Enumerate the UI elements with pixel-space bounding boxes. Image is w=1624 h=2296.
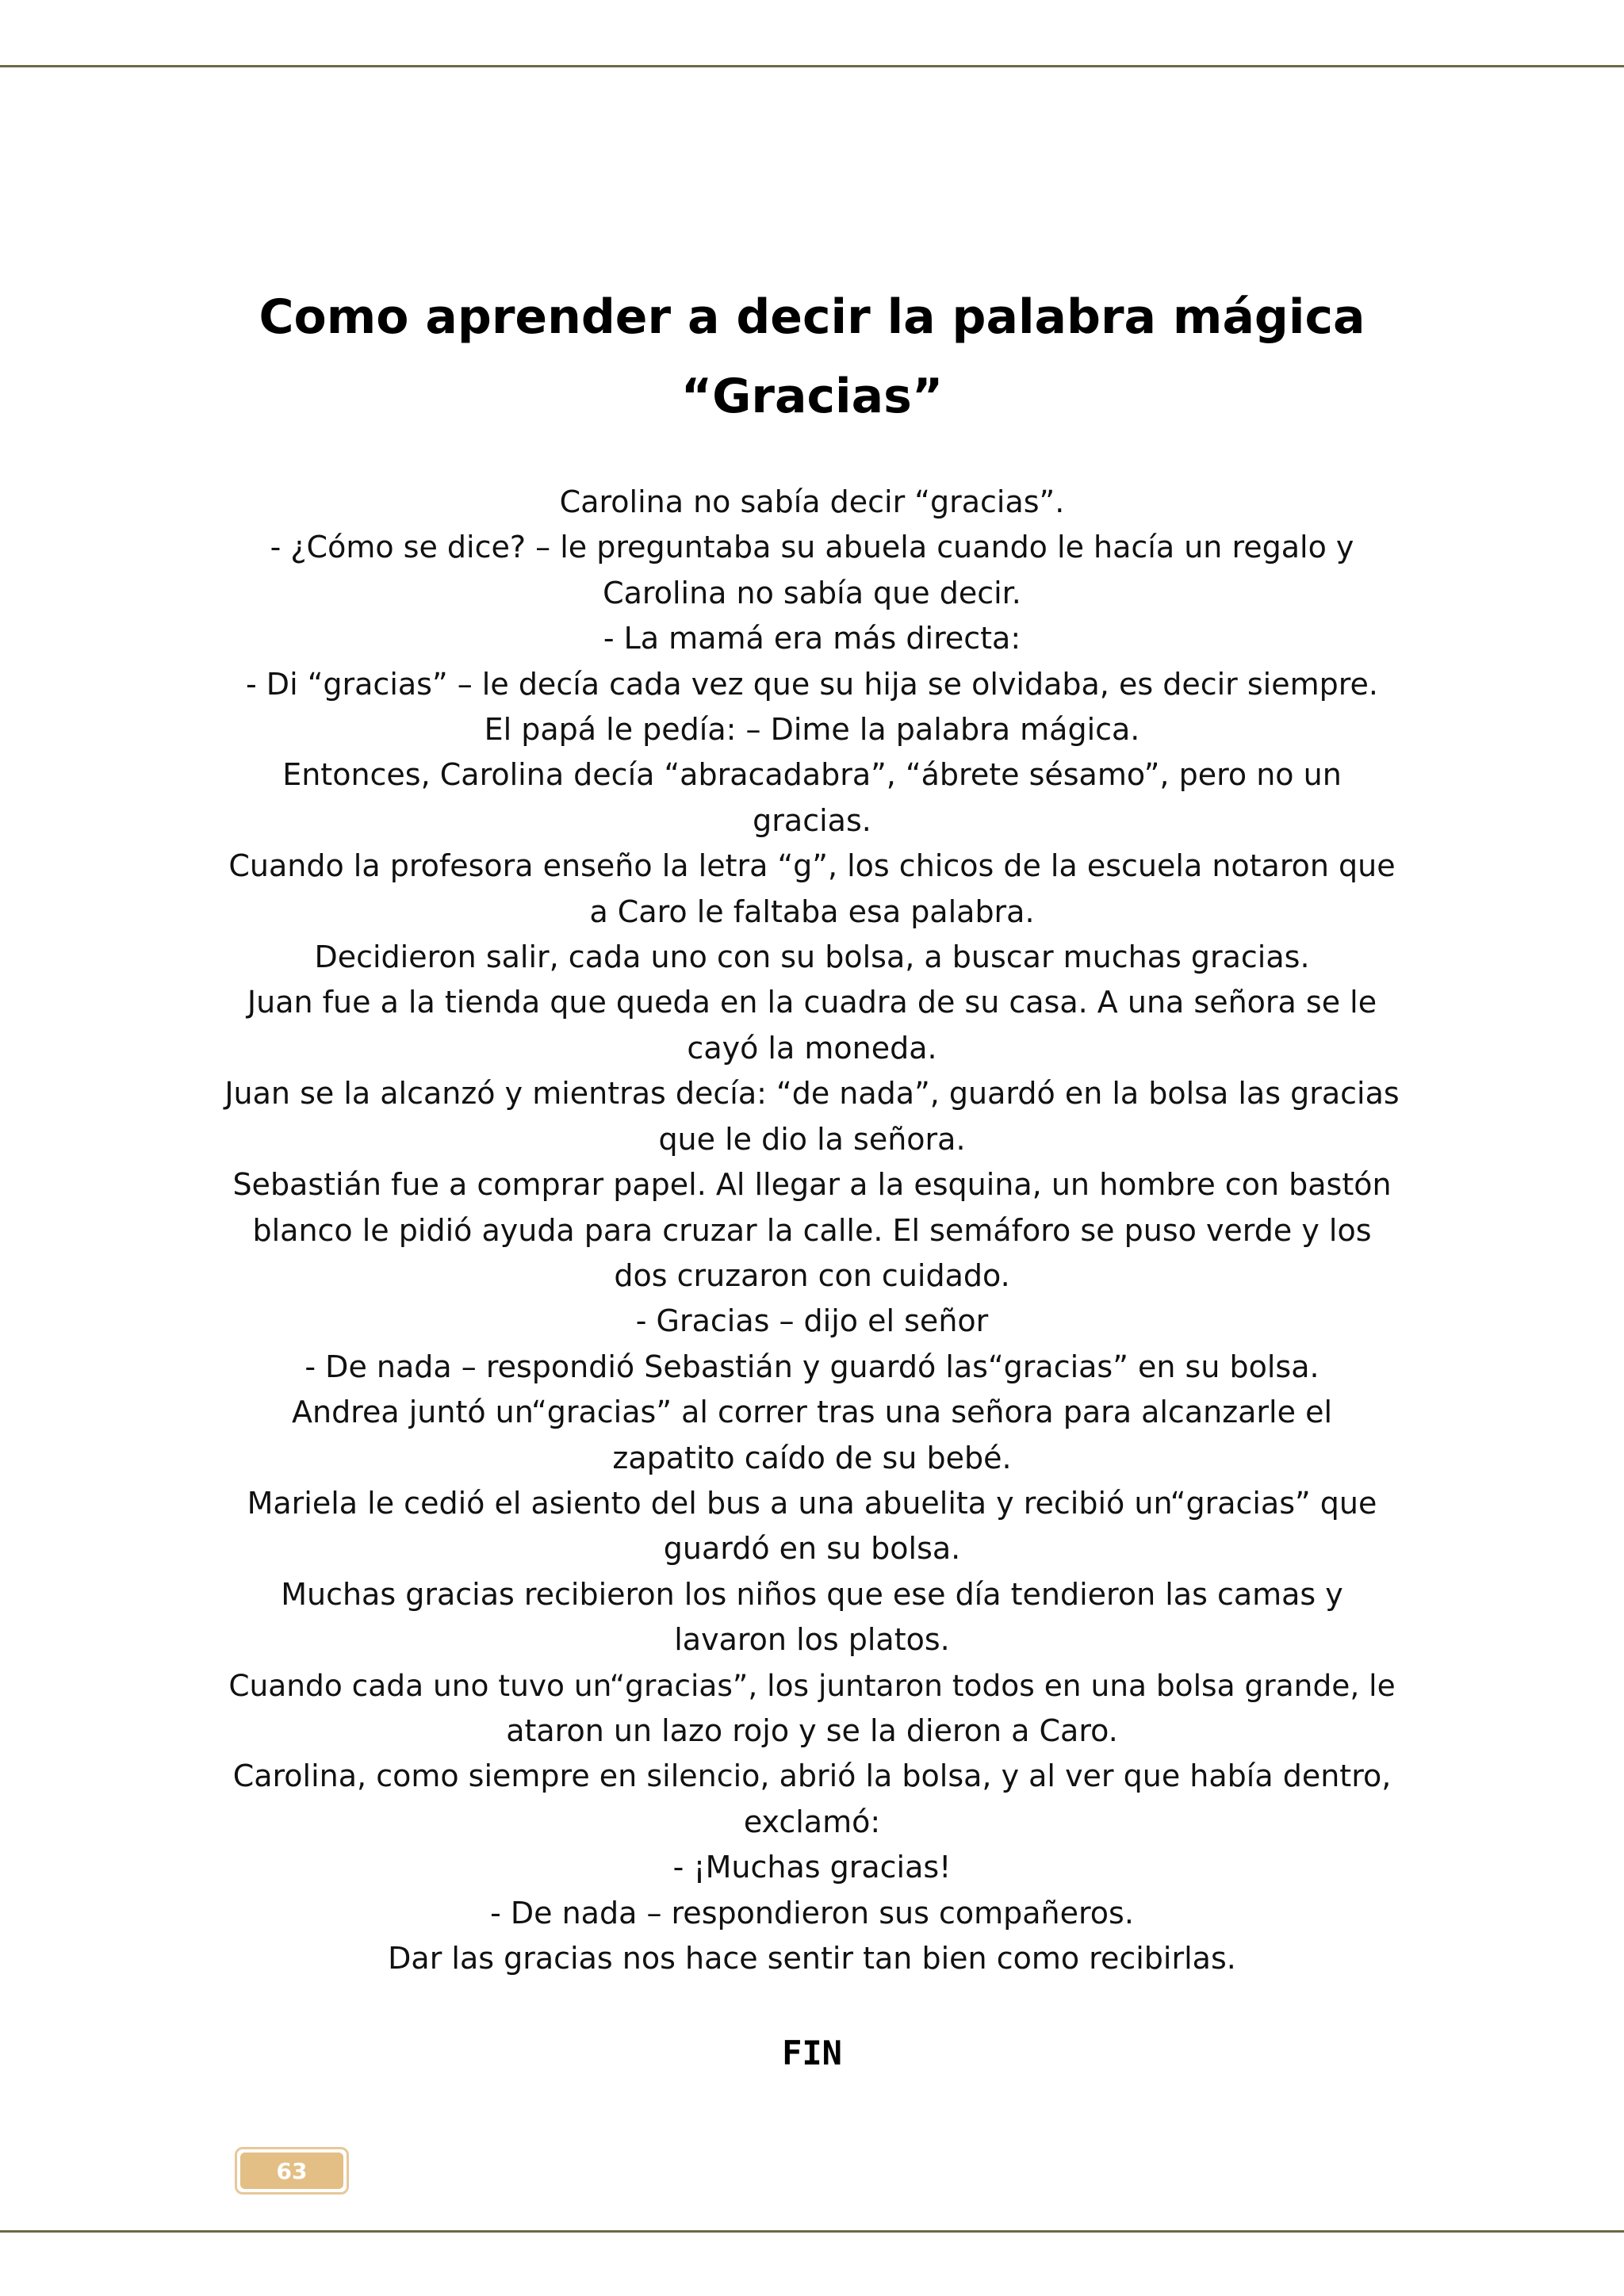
story-line: que le dio la señora. [658, 1121, 966, 1157]
page-number-badge [235, 2147, 349, 2195]
story-ending: FIN [782, 2034, 842, 2072]
story-line: Juan se la alcanzó y mientras decía: “de nada”, guardó en la bolsa las gracias [224, 1076, 1400, 1112]
story-line: - ¡Muchas gracias! [672, 1850, 952, 1885]
story-line: Cuando la profesora enseño la letra “g”, los chicos de la escuela notaron que [228, 848, 1396, 884]
story-line: blanco le pidió ayuda para cruzar la calle. El semáforo se puso verde y los [252, 1212, 1372, 1248]
story-line: Entonces, Carolina decía “abracadabra”, “ábrete sésamo”, pero no un [282, 757, 1342, 793]
story-line: Juan fue a la tienda que queda en la cuadra de su casa. A una señora se le [247, 985, 1377, 1020]
page-number: 63 [240, 2152, 343, 2189]
story-line: - Di “gracias” – le decía cada vez que su hija se olvidaba, es decir siempre. [246, 666, 1378, 702]
story-line: lavaron los platos. [674, 1622, 950, 1658]
story-line: El papá le pedía: – Dime la palabra mágica. [484, 712, 1140, 748]
story-line: exclamó: [743, 1804, 881, 1839]
story-line: Muchas gracias recibieron los niños que ese día tendieron las camas y [281, 1576, 1343, 1612]
story-line: Carolina no sabía que decir. [603, 575, 1021, 610]
story-line: - ¿Cómo se dice? – le preguntaba su abuela cuando le hacía un regalo y [270, 530, 1354, 565]
story-line: - De nada – respondió Sebastián y guardó las“gracias” en su bolsa. [304, 1349, 1320, 1384]
story-line: Dar las gracias nos hace sentir tan bien como recibirlas. [388, 1941, 1236, 1976]
title-line-2: “Gracias” [680, 369, 944, 424]
bottom-rule [0, 2230, 1624, 2233]
story-line: guardó en su bolsa. [663, 1531, 961, 1567]
story-line: dos cruzaron con cuidado. [614, 1257, 1010, 1293]
story-line: Mariela le cedió el asiento del bus a una abuelita y recibió un“gracias” que [247, 1485, 1377, 1521]
story-line: - Gracias – dijo el señor [635, 1303, 989, 1339]
story-line: zapatito caído de su bebé. [612, 1440, 1012, 1475]
story-line: gracias. [753, 802, 871, 838]
story-line: Carolina no sabía decir “gracias”. [559, 484, 1065, 519]
story-line: Decidieron salir, cada uno con su bolsa, a buscar muchas gracias. [314, 939, 1310, 975]
story-line: Carolina, como siempre en silencio, abrió la bolsa, y al ver que había dentro, [232, 1758, 1392, 1794]
story-line: - La mamá era más directa: [603, 621, 1021, 656]
story-line: Cuando cada uno tuvo un“gracias”, los juntaron todos en una bolsa grande, le [228, 1667, 1396, 1703]
story-title [0, 277, 1624, 436]
story-line: ataron un lazo rojo y se la dieron a Caro. [506, 1712, 1118, 1748]
story-body [222, 480, 1402, 1981]
story-line: - De nada – respondieron sus compañeros. [490, 1895, 1134, 1931]
story-line: a Caro le faltaba esa palabra. [589, 894, 1035, 929]
story-line: Andrea juntó un“gracias” al correr tras una señora para alcanzarle el [291, 1395, 1333, 1430]
title-line-1: Como aprender a decir la palabra mágica [259, 289, 1365, 345]
story-line: Sebastián fue a comprar papel. Al llegar a la esquina, un hombre con bastón [232, 1167, 1392, 1203]
story-line: cayó la moneda. [687, 1030, 937, 1066]
top-rule [0, 65, 1624, 67]
